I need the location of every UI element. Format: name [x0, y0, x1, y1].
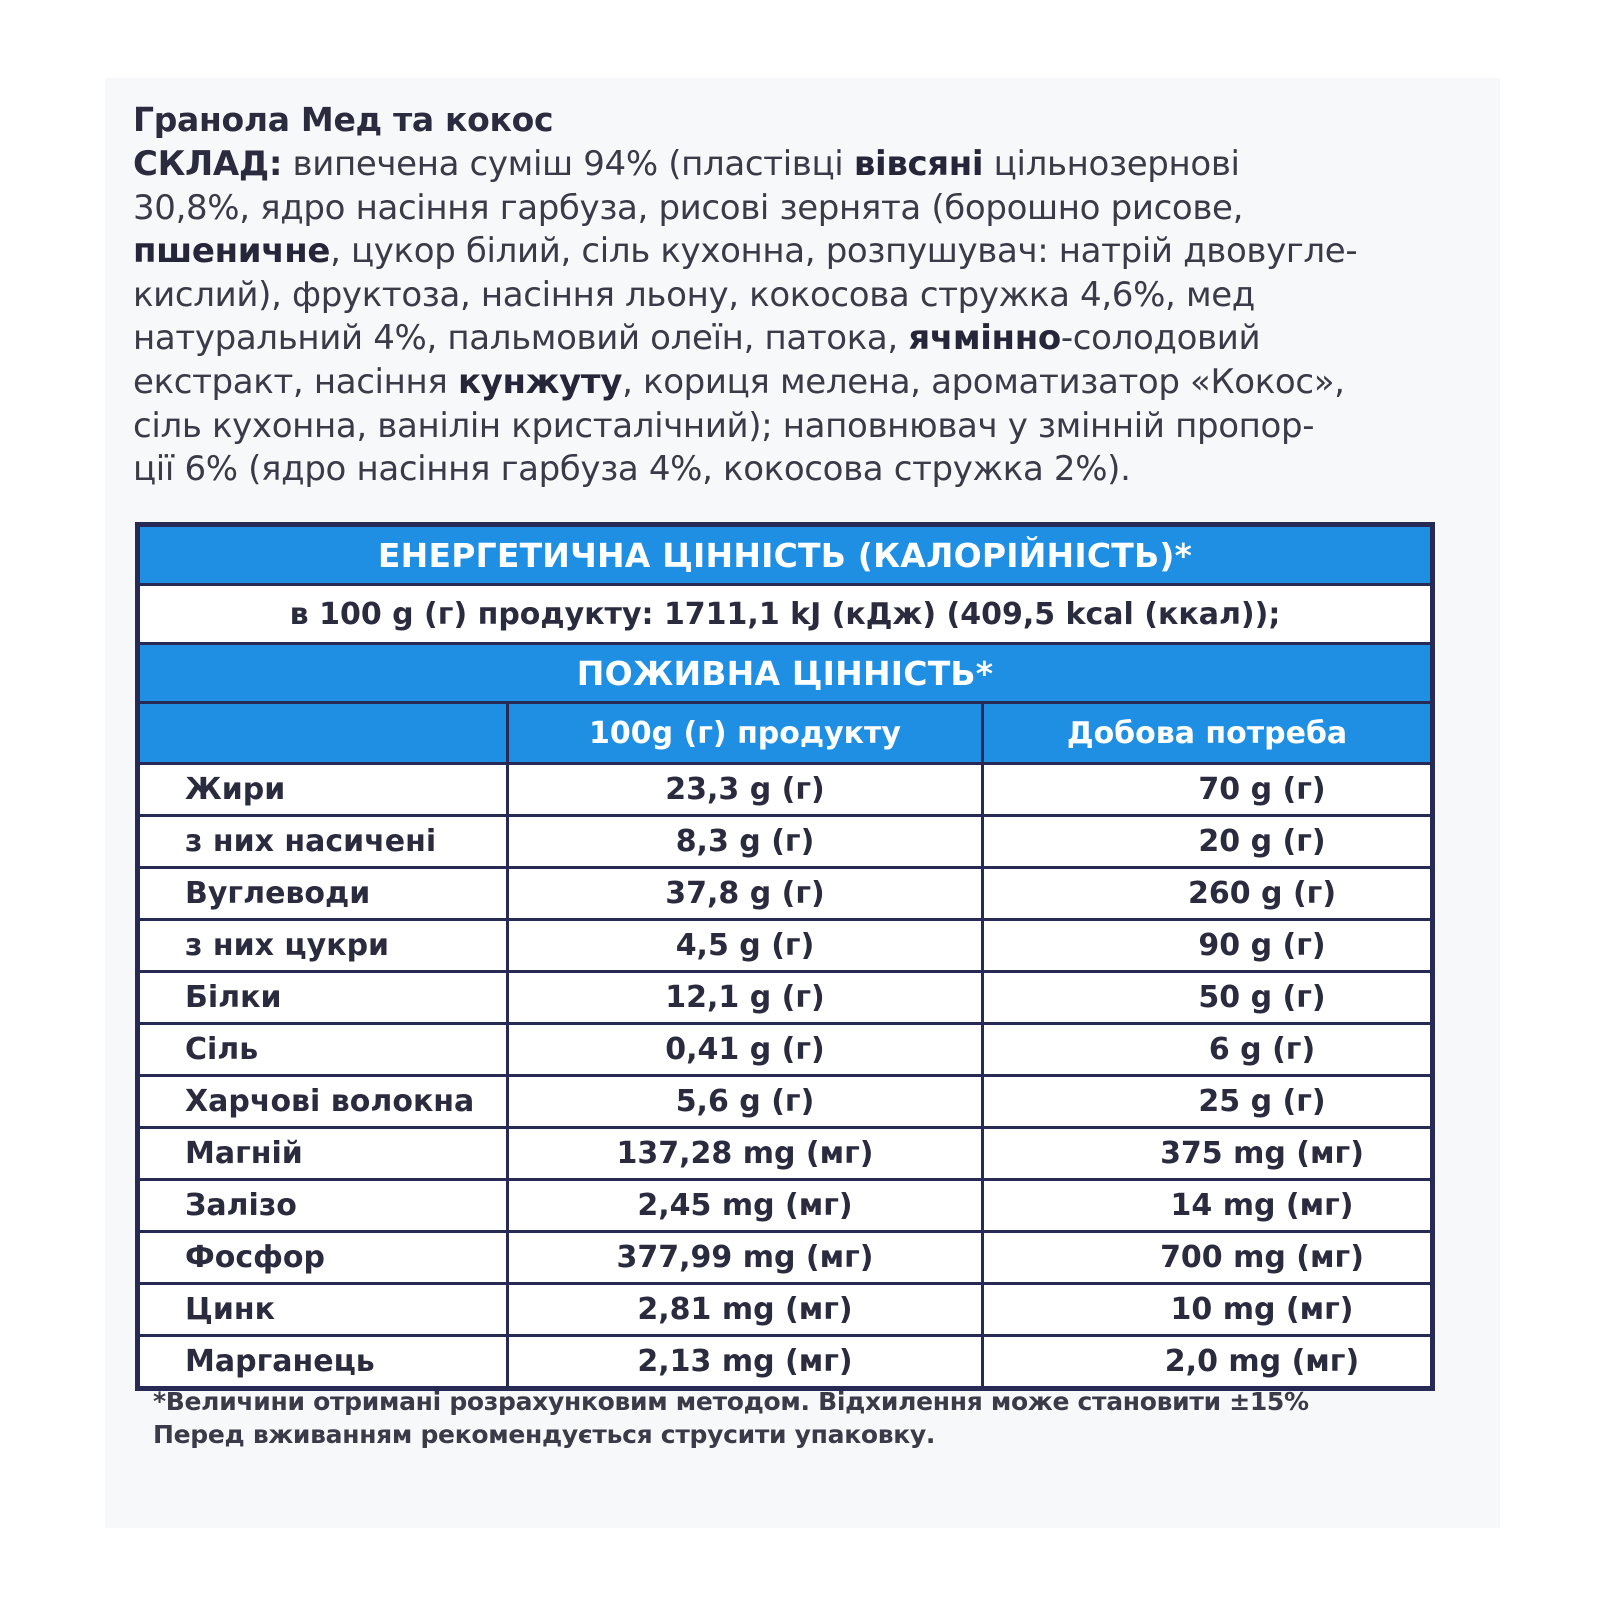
table-row	[138, 1128, 1433, 1180]
table-row	[138, 816, 1433, 868]
energy-header: ЕНЕРГЕТИЧНА ЦІННІСТЬ (КАЛОРІЙНІСТЬ)*	[138, 525, 1433, 585]
column-header-nutrient	[138, 703, 508, 764]
nutrition-header: ПОЖИВНА ЦІННІСТЬ*	[138, 644, 1433, 703]
allergen-text: кунжуту	[457, 361, 623, 402]
daily-value: 700 mg (мг)	[983, 1232, 1433, 1284]
daily-value: 260 g (г)	[983, 868, 1433, 920]
daily-value: 375 mg (мг)	[983, 1128, 1433, 1180]
composition-line	[133, 274, 1413, 318]
daily-value: 50 g (г)	[983, 972, 1433, 1024]
composition-fragment: -солодовий	[1060, 318, 1261, 359]
composition-line	[133, 187, 1413, 231]
per-100g-value: 23,3 g (г)	[508, 764, 983, 816]
nutrient-name: з них цукри	[138, 920, 508, 972]
allergen-text: вівсяні	[853, 144, 984, 184]
composition-fragment: кислий), фруктоза, насіння льону, кокосова стружка 4,6%, мед	[133, 274, 1255, 315]
table-row	[138, 1076, 1433, 1128]
per-100g-value: 2,45 mg (мг)	[508, 1180, 983, 1232]
per-100g-value: 137,28 mg (мг)	[508, 1128, 983, 1180]
table-row	[138, 1232, 1433, 1284]
nutrient-name: Білки	[138, 972, 508, 1024]
composition-fragment: екстракт, насіння	[133, 361, 458, 402]
column-header-daily-value: Добова потреба	[983, 703, 1433, 764]
composition-fragment: цільнозернові	[983, 144, 1240, 184]
footnote	[153, 1385, 1353, 1451]
table-row	[138, 1024, 1433, 1076]
nutrient-name: Фосфор	[138, 1232, 508, 1284]
per-100g-value: 37,8 g (г)	[508, 868, 983, 920]
table-row	[138, 1336, 1433, 1389]
product-title: Гранола Мед та кокос	[133, 100, 554, 139]
footnote-accuracy: *Величини отримані розрахунковим методом. Відхилення може становити ±15%	[153, 1387, 1309, 1416]
table-row	[138, 920, 1433, 972]
daily-value: 6 g (г)	[983, 1024, 1433, 1076]
allergen-text: ячмінно	[908, 318, 1061, 359]
nutrient-name: Залізо	[138, 1180, 508, 1232]
composition-line	[133, 361, 1413, 405]
column-header-per-100g: 100g (г) продукту	[508, 703, 983, 764]
composition-fragment: випечена суміш 94% (пластівці	[282, 144, 854, 184]
nutrient-name: Вуглеводи	[138, 868, 508, 920]
composition-line	[133, 448, 1413, 492]
daily-value: 10 mg (мг)	[983, 1284, 1433, 1336]
composition-line	[133, 230, 1413, 274]
composition-fragment: , кориця мелена, ароматизатор «Кокос»,	[622, 361, 1345, 402]
composition-text	[133, 143, 1413, 492]
table-row	[138, 868, 1433, 920]
composition-fragment: , цукор білий, сіль кухонна, розпушувач: натрій двовугле-	[330, 231, 1358, 272]
daily-value: 90 g (г)	[983, 920, 1433, 972]
daily-value: 2,0 mg (мг)	[983, 1336, 1433, 1389]
daily-value: 20 g (г)	[983, 816, 1433, 868]
nutrient-name: Магній	[138, 1128, 508, 1180]
table-row	[138, 972, 1433, 1024]
nutrient-name: Цинк	[138, 1284, 508, 1336]
nutrient-name: Жири	[138, 764, 508, 816]
composition-fragment: ції 6% (ядро насіння гарбуза 4%, кокосова стружка 2%).	[133, 449, 1131, 490]
table-row	[138, 764, 1433, 816]
table-row	[138, 1284, 1433, 1336]
composition-line	[133, 405, 1413, 449]
per-100g-value: 12,1 g (г)	[508, 972, 983, 1024]
daily-value: 25 g (г)	[983, 1076, 1433, 1128]
composition-fragment: 30,8%, ядро насіння гарбуза, рисові зернята (борошно рисове,	[133, 187, 1244, 228]
per-100g-value: 377,99 mg (мг)	[508, 1232, 983, 1284]
table-row	[138, 1180, 1433, 1232]
per-100g-value: 5,6 g (г)	[508, 1076, 983, 1128]
composition-line	[133, 143, 1413, 187]
per-100g-value: 0,41 g (г)	[508, 1024, 983, 1076]
nutrient-name: Марганець	[138, 1336, 508, 1389]
daily-value: 70 g (г)	[983, 764, 1433, 816]
per-100g-value: 4,5 g (г)	[508, 920, 983, 972]
per-100g-value: 2,81 mg (мг)	[508, 1284, 983, 1336]
nutrition-table	[135, 522, 1435, 1391]
composition-label: СКЛАД:	[133, 144, 283, 184]
nutrient-name: Харчові волокна	[138, 1076, 508, 1128]
composition-line	[133, 317, 1413, 361]
nutrient-name: з них насичені	[138, 816, 508, 868]
per-100g-value: 2,13 mg (мг)	[508, 1336, 983, 1389]
energy-value: в 100 g (г) продукту: 1711,1 kJ (кДж) (409,5 kcal (ккал));	[138, 585, 1433, 644]
nutrient-name: Сіль	[138, 1024, 508, 1076]
daily-value: 14 mg (мг)	[983, 1180, 1433, 1232]
footnote-shake: Перед вживанням рекомендується струсити упаковку.	[153, 1420, 936, 1449]
allergen-text: пшеничне	[133, 231, 331, 272]
composition-fragment: натуральний 4%, пальмовий олеїн, патока,	[133, 318, 909, 359]
per-100g-value: 8,3 g (г)	[508, 816, 983, 868]
composition-fragment: сіль кухонна, ванілін кристалічний); наповнювач у змінній пропор-	[133, 405, 1315, 446]
